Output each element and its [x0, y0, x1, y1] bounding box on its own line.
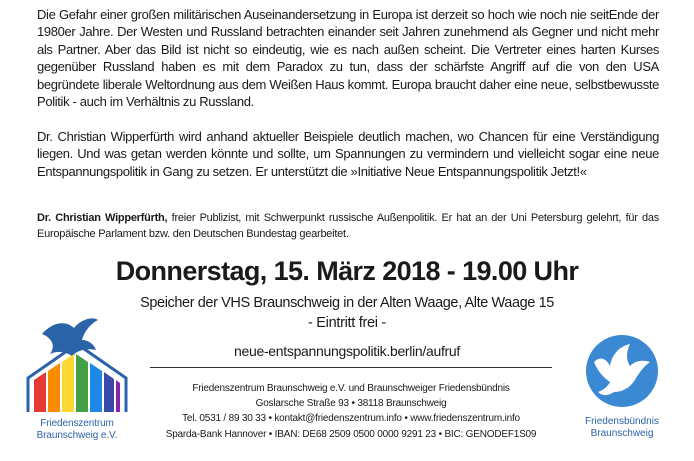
left-logo-line1: Friedenszentrum — [40, 418, 114, 429]
intro-paragraph: Die Gefahr einer großen militärischen Auseinandersetzung in Europa ist derzeit so hoch wie noch nie seitEnde der 1980er Jahre. Der Westen und Russland betrachten einander seit Jahren zunehmend als Gegner und nicht mehr als Partner. Aber das Bild ist nicht so eindeutig, wie es nach außen scheint. Die Vertreter eines harten Kurses gegenüber Russland haben es mit dem Paradox zu tun, dass der schärfste Angriff auf die von den USA begründete liberale Weltordnung aus dem Weißen Haus kommt. Europa braucht daher eine neue, selbstbewusste Politik - auch im Verhältnis zu Russland. — [37, 7, 659, 110]
contact-phone-email: Tel. 0531 / 89 30 33 • kontakt@friedenszentrum.info • www.friedenszentrum.info — [182, 413, 520, 424]
left-logo-line2: Braunschweig e.V. — [36, 430, 118, 441]
friedensbuendnis-logo — [574, 334, 670, 444]
event-date: Donnerstag, 15. März 2018 - 19.00 Uhr — [115, 256, 579, 286]
initiative-url: neue-entspannungspolitik.berlin/aufruf — [234, 343, 460, 359]
contact-bank: Sparda-Bank Hannover • IBAN: DE68 2509 0500 0000 9291 23 • BIC: GENODEF1S09 — [165, 429, 537, 440]
speaker-name: Dr. Christian Wipperfürth, — [37, 212, 168, 224]
speaker-bio — [37, 211, 659, 242]
contact-address: Goslarsche Straße 93 • 38118 Braunschweig — [255, 398, 447, 409]
rainbow-house-dove-icon — [22, 314, 132, 414]
speaker-paragraph: Dr. Christian Wipperfürth wird anhand aktueller Beispiele deutlich machen, wo Chancen für eine Verständigung liegen. Und was getan werden könnte und sollte, um Spannungen zu vermindern und vielleicht sogar eine neue Entspannungspolitik in Gang zu setzen. Er unterstützt die »Initiative Neue Entspannungspolitik Jetzt!« — [37, 129, 659, 179]
dove-circle-icon — [574, 334, 670, 410]
divider — [150, 367, 552, 368]
event-entry: - Eintritt frei - — [308, 315, 386, 331]
right-logo-line2: Braunschweig — [590, 428, 654, 439]
contact-organizers: Friedenszentrum Braunschweig e.V. und Braunschweiger Friedensbündnis — [192, 383, 510, 394]
event-venue: Speicher der VHS Braunschweig in der Alten Waage, Alte Waage 15 — [140, 295, 554, 311]
friedenszentrum-logo — [22, 314, 132, 444]
right-logo-line1: Friedensbündnis — [585, 416, 659, 427]
speaker-bio-text: freier Publizist, mit Schwerpunkt russische Außenpolitik. Er hat an der Uni Petersburg gelehrt, für das Europäische Parlament bzw. den Deutschen Bundestag gearbeitet. — [37, 212, 659, 240]
